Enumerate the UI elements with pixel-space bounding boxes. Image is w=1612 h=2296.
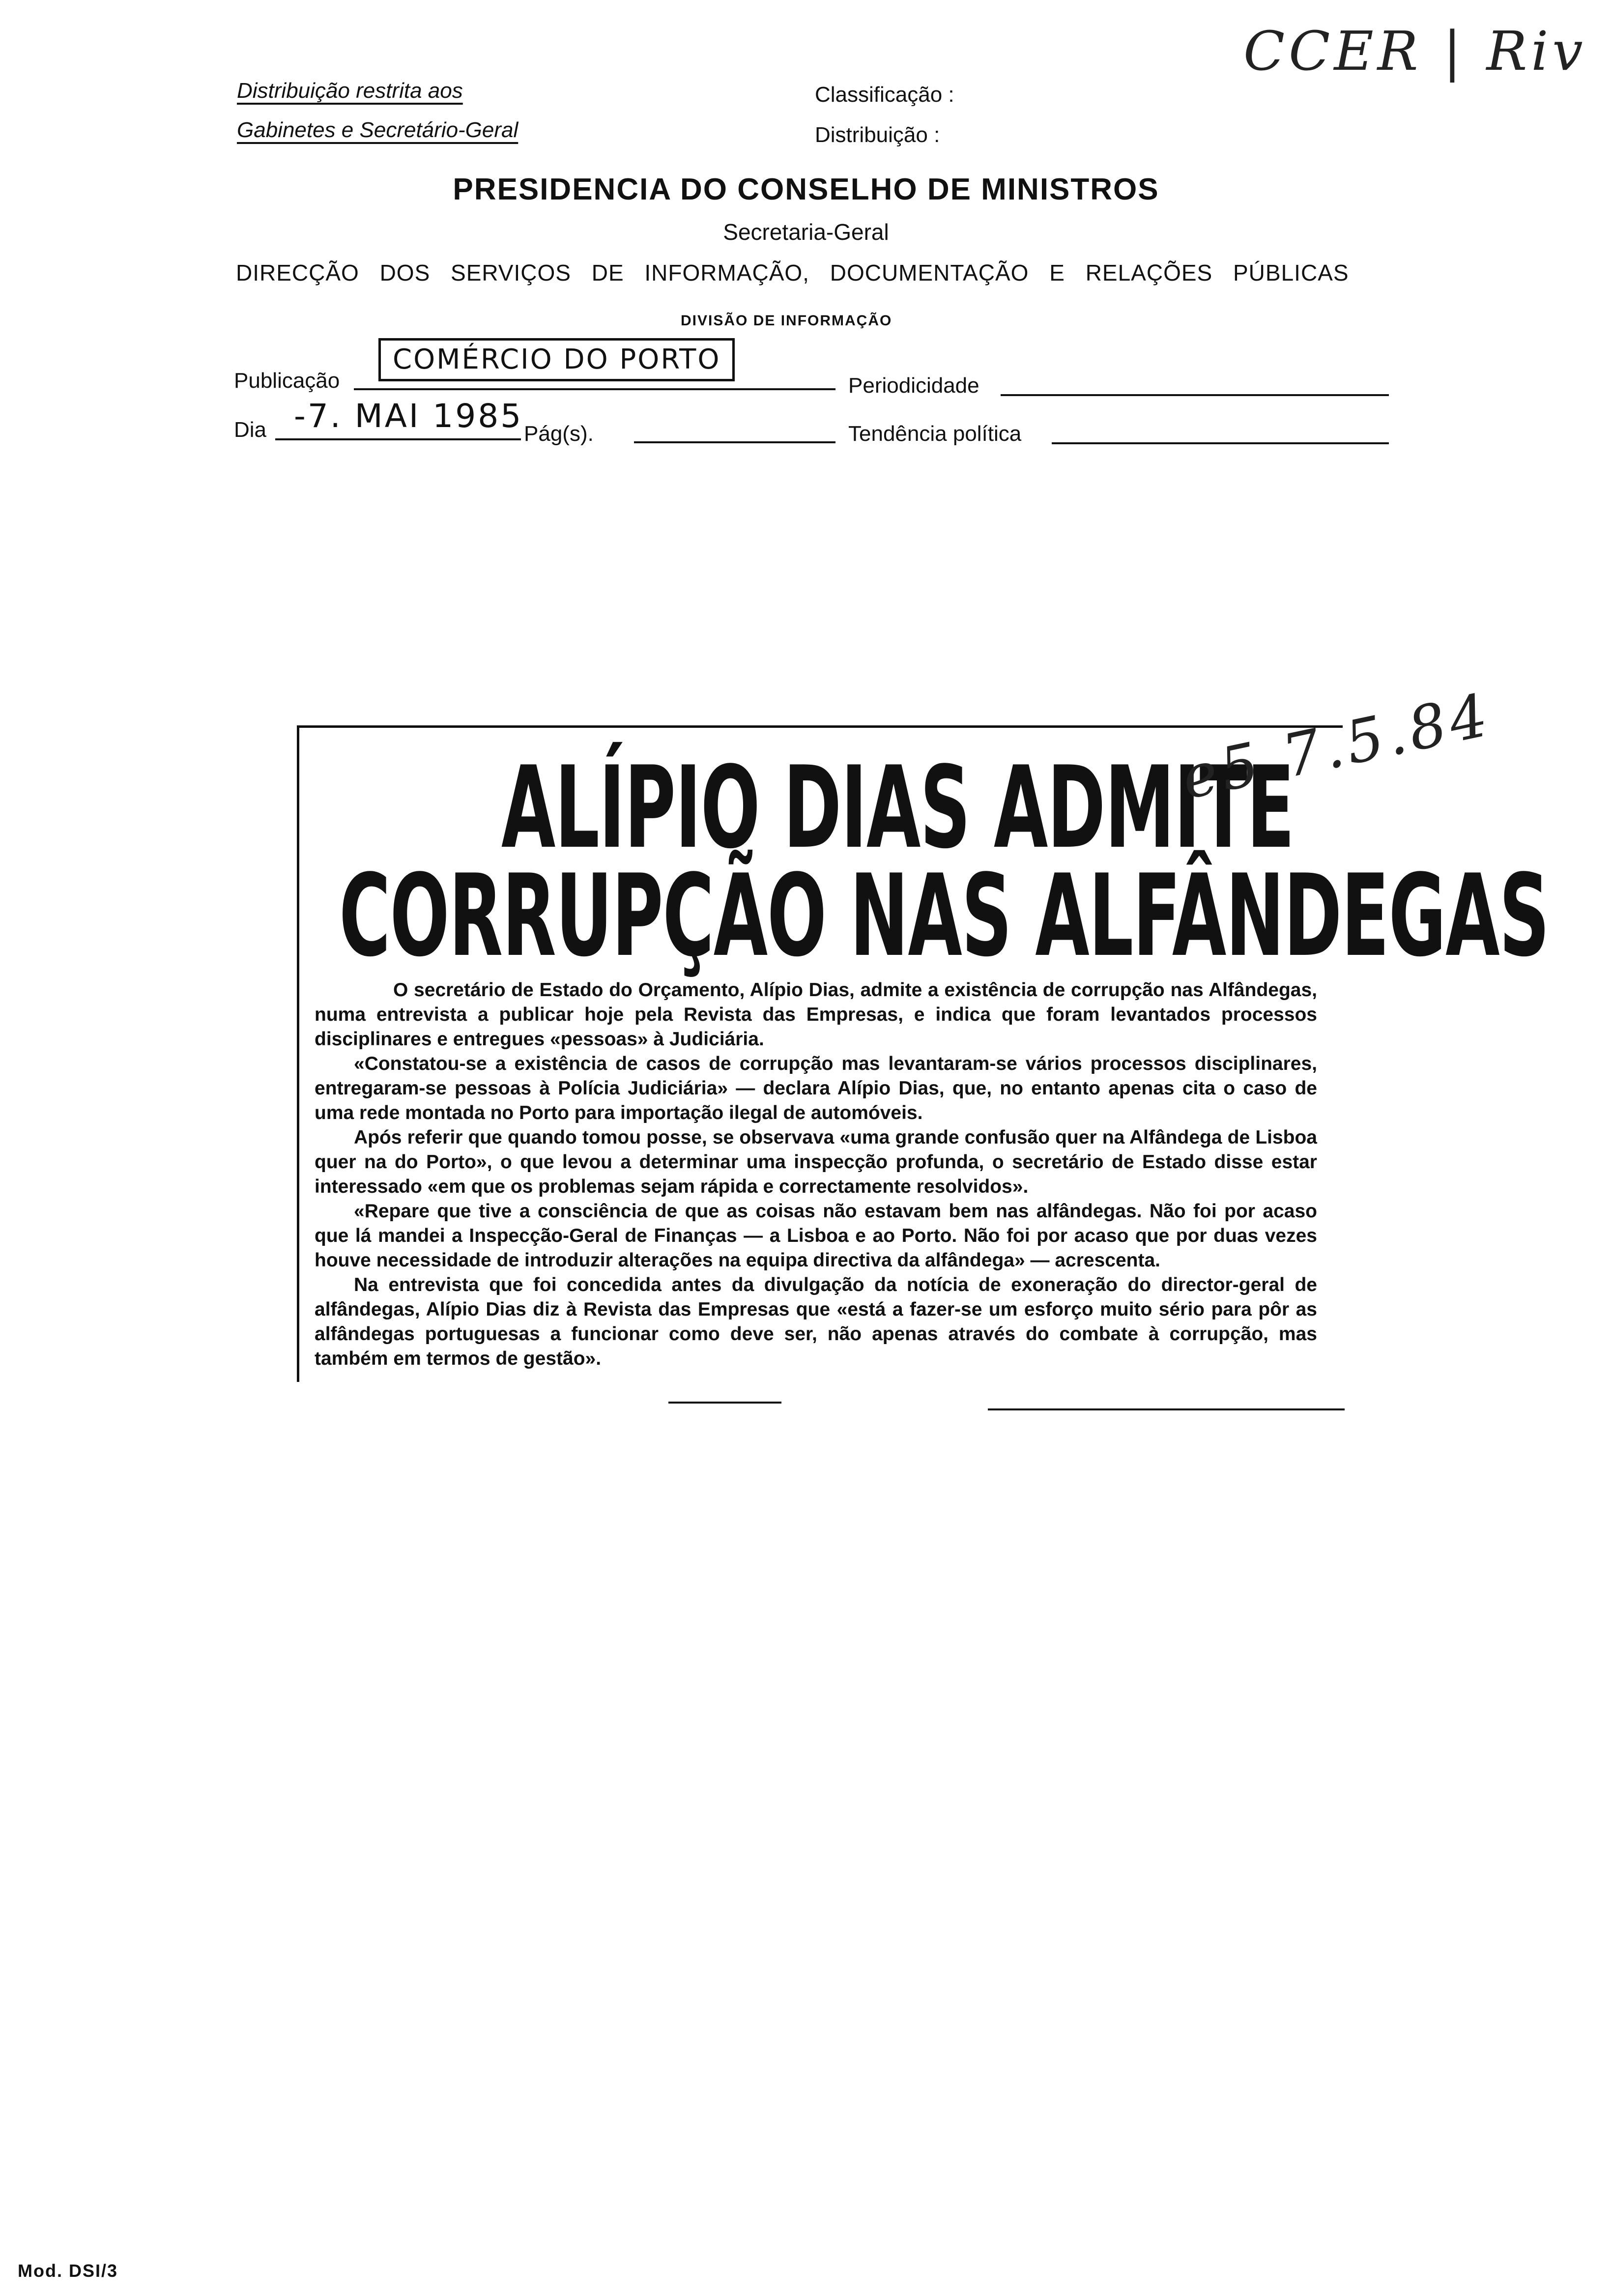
tendencia-underline [1052,442,1389,444]
clipping-left-border [297,725,299,1382]
dia-stamp: -7. MAI 1985 [294,397,523,435]
article-paragraph: «Repare que tive a consciência de que as coisas não estavam bem nas alfândegas. Não foi por acaso que lá mandei a Inspecção-Geral de Finanças — a Lisboa e ao Porto. Não foi por acaso que por duas vezes houve necessidade de introduzir alterações na equipa directiva da alfândega» — acrescenta. [315,1201,1317,1271]
end-rule-right [988,1408,1345,1410]
pags-label: Pág(s). [524,422,594,446]
clipping-top-border [297,725,1343,728]
periodicidade-underline [1001,394,1389,396]
article-paragraph: O secretário de Estado do Orçamento, Alípio Dias, admite a existência de corrupção nas Alfândegas, numa entrevista a publicar hoje pela Revista das Empresas, e indica que foram levantados processos disciplinares e entregues «pessoas» à Judiciária. [315,979,1317,1050]
publicacao-label: Publicação [234,369,340,393]
handwritten-code: CCER | Riv [1243,20,1587,83]
periodicidade-label: Periodicidade [848,373,979,398]
publicacao-underline [354,388,835,390]
article-body [315,978,1317,1371]
distribuicao-label: Distribuição : [815,123,940,147]
article-paragraph: Na entrevista que foi concedida antes da divulgação da notícia de exoneração do director-geral de alfândegas, Alípio Dias diz à Revista das Empresas que «está a fazer-se um esforço muito sério para pôr as alfândegas portuguesas a funcionar como deve ser, não apenas através do combate à corrupção, mas também em termos de gestão». [315,1274,1317,1369]
pags-underline [634,441,835,443]
distribution-line-1: Distribuição restrita aos [237,79,463,103]
form-code: Mod. DSI/3 [18,2261,118,2281]
publicacao-stamp: COMÉRCIO DO PORTO [378,338,735,381]
division-name: DIVISÃO DE INFORMAÇÃO [681,313,892,329]
dia-label: Dia [234,418,267,442]
department-name: DIRECÇÃO DOS SERVIÇOS DE INFORMAÇÃO, DOCUMENTAÇÃO E RELAÇÕES PÚBLICAS [236,260,1349,286]
headline-line-1: ALÍPIO DIAS ADMITE [501,743,1294,874]
page-subtitle: Secretaria-Geral [723,219,889,245]
headline-line-2: CORRUPÇÃO NAS ALFÂNDEGAS [339,851,1549,982]
distribution-line-2: Gabinetes e Secretário-Geral [237,118,518,142]
article-paragraph: Após referir que quando tomou posse, se observava «uma grande confusão quer na Alfândega de Lisboa quer na do Porto», o que levou a determinar uma inspecção profunda, o secretário de Estado disse estar interessado «em que os problemas sejam rápida e correctamente resolvidos». [315,1127,1317,1197]
dia-underline [275,438,521,440]
article-paragraph: «Constatou-se a existência de casos de corrupção mas levantaram-se vários processos disciplinares, entregaram-se pessoas à Polícia Judiciária» — declara Alípio Dias, que, no entanto apenas cita o caso de uma rede montada no Porto para importação ilegal de automóveis. [315,1053,1317,1123]
end-rule-left [668,1402,781,1404]
handwritten-annotation: e5 7.5.84 [1176,681,1497,813]
classificacao-label: Classificação : [815,83,954,107]
tendencia-label: Tendência política [848,422,1022,446]
page-title: PRESIDENCIA DO CONSELHO DE MINISTROS [453,172,1159,206]
